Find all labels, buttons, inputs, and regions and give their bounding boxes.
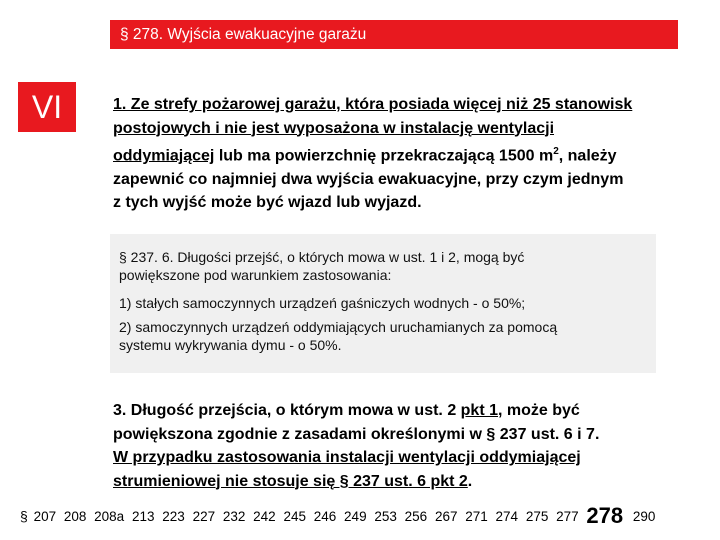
paragraph-3-line-1-end: , może być xyxy=(498,402,580,419)
current-section: 278 xyxy=(586,503,624,528)
section-link-208[interactable]: 208 xyxy=(63,509,87,524)
paragraph-3-line-3: W przypadku zastosowania instalacji wentylacji oddymiającej xyxy=(113,449,581,466)
section-link-207[interactable]: 207 xyxy=(33,509,57,524)
paragraph-1-line-4: zapewnić co najmniej dwa wyjścia ewakuacyjne, przy czym jednym xyxy=(113,170,624,188)
section-link-213[interactable]: 213 xyxy=(131,509,155,524)
section-link-277[interactable]: 277 xyxy=(556,509,579,524)
section-link-232[interactable]: 232 xyxy=(222,509,246,524)
quote-item-2-line-2: systemu wykrywania dymu - o 50%. xyxy=(119,337,342,353)
paragraph-1-line-3-rest: lub ma powierzchnię przekraczającą 1500 m xyxy=(214,147,554,165)
section-sign: § xyxy=(20,508,28,524)
section-link-249[interactable]: 249 xyxy=(344,509,367,524)
section-link-208a[interactable]: 208a xyxy=(94,509,125,524)
chapter-badge-label: VI xyxy=(31,89,63,125)
paragraph-3-line-4-end: . xyxy=(467,472,473,490)
superscript: 2 xyxy=(553,146,559,157)
section-link-275[interactable]: 275 xyxy=(525,509,549,524)
quote-line-1: § 237. 6. Długości przejść, o których mowa w ust. 1 i 2, mogą być xyxy=(119,249,525,265)
quote-item-2-line-1: 2) samoczynnych urządzeń oddymiających uruchamianych za pomocą xyxy=(119,319,558,335)
section-link-256[interactable]: 256 xyxy=(404,509,428,524)
section-link-271[interactable]: 271 xyxy=(465,509,488,524)
section-navigation xyxy=(20,501,659,527)
paragraph-3-line-1-start: 3. Długość przejścia, o którym mowa w ust. 2 xyxy=(113,402,461,419)
section-link-227[interactable]: 227 xyxy=(192,509,216,524)
section-link-245[interactable]: 245 xyxy=(283,509,306,524)
section-link-290[interactable]: 290 xyxy=(632,509,656,524)
pkt-1-link[interactable]: pkt 1 xyxy=(460,402,498,419)
paragraph-1-line-2: postojowych i nie jest wyposażona w instalację wentylacji xyxy=(113,119,555,137)
section-link-274[interactable]: 274 xyxy=(495,509,519,524)
quote-line-2: powiększone pod warunkiem zastosowania: xyxy=(119,267,392,283)
section-link-246[interactable]: 246 xyxy=(313,509,337,524)
quote-box xyxy=(110,234,656,373)
section-link-253[interactable]: 253 xyxy=(374,509,397,524)
slide-header xyxy=(110,20,678,49)
paragraph-3-line-2: powiększona zgodnie z zasadami określonymi w § 237 ust. 6 i 7. xyxy=(113,425,600,443)
paragraph-3-line-1 xyxy=(113,399,673,423)
paragraph-1-underlined-text: oddymiającej xyxy=(113,147,215,165)
section-link-223[interactable]: 223 xyxy=(162,509,185,524)
section-link-242[interactable]: 242 xyxy=(253,509,276,524)
paragraph-1 xyxy=(113,93,673,215)
quote-item-1: 1) stałych samoczynnych urządzeń gaśniczych wodnych - o 50%; xyxy=(119,295,526,311)
paragraph-1-line-5: z tych wyjść może być wjazd lub wyjazd. xyxy=(113,194,422,212)
paragraph-1-line-3 xyxy=(113,140,673,168)
paragraph-3 xyxy=(113,399,673,493)
chapter-badge xyxy=(18,82,76,132)
paragraph-3-line-4 xyxy=(113,470,673,494)
section-link-267[interactable]: 267 xyxy=(434,509,458,524)
slide-title: § 278. Wyjścia ewakuacyjne garażu xyxy=(120,26,367,43)
paragraph-1-line-1: 1. Ze strefy pożarowej garażu, która posiada więcej niż 25 stanowisk xyxy=(113,96,633,113)
paragraph-3-line-4-underlined: strumieniowej nie stosuje się § 237 ust. 6 pkt 2 xyxy=(113,472,468,490)
paragraph-1-line-3-end: , należy xyxy=(558,147,617,165)
